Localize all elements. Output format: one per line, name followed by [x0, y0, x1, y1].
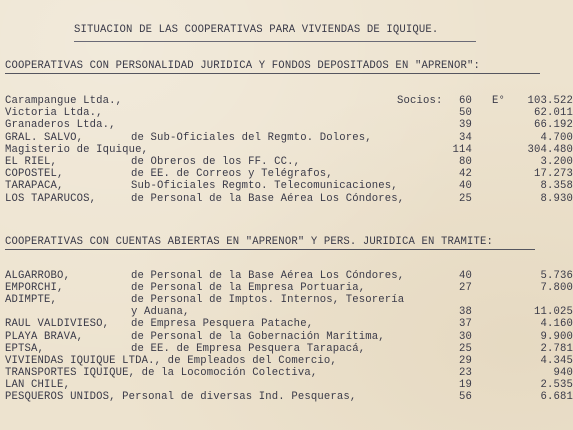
row-description: de Personal de la Gobernación Marítima, [131, 331, 385, 343]
row-socios: 42 [458, 168, 472, 180]
row-socios: 19 [458, 379, 472, 391]
row-socios: 50 [458, 107, 472, 119]
row-name: COPOSTEL, [5, 168, 64, 180]
row-socios: 40 [458, 180, 472, 192]
row-name: Granaderos Ltda., [5, 119, 116, 131]
socios-label: Socios: [397, 95, 443, 107]
row-name: Victoria Ltda., [5, 107, 103, 119]
row-name: Magisterio de Iquique, [5, 144, 149, 156]
row-socios: 37 [458, 318, 472, 330]
row-name: EPTSA, [5, 343, 45, 355]
row-amount: 8.358 [540, 180, 573, 192]
row-amount: 17.273 [533, 168, 573, 180]
row-name: EL RIEL, [5, 156, 58, 168]
row-name: ADIMPTE, [5, 294, 58, 306]
row-socios: 27 [458, 282, 472, 294]
row-amount: 4.345 [540, 355, 573, 367]
row-socios: 56 [458, 391, 472, 403]
row-amount: 2.535 [540, 379, 573, 391]
currency-symbol: E° [492, 95, 506, 107]
row-name: TARAPACA, [5, 180, 64, 192]
row-amount: 7.800 [540, 282, 573, 294]
row-amount: 940 [553, 367, 573, 379]
section1-heading: COOPERATIVAS CON PERSONALIDAD JURIDICA Y FONDOS DEPOSITADOS EN "APRENOR": [5, 60, 481, 72]
row-name: RAUL VALDIVIESO, [5, 318, 110, 330]
row-description: de Empresa Pesquera Patache, [131, 318, 314, 330]
row-socios: 39 [458, 119, 472, 131]
row-amount: 11.025 [533, 306, 573, 318]
row-amount: 8.930 [540, 193, 573, 205]
section2-underline [5, 249, 535, 250]
row-amount: 103.522 [527, 95, 573, 107]
row-socios: 60 [458, 95, 472, 107]
row-socios: 34 [458, 132, 472, 144]
row-socios: 40 [458, 270, 472, 282]
row-name: ALGARROBO, [5, 270, 71, 282]
row-socios: 114 [452, 144, 472, 156]
row-name: PLAYA BRAVA, [5, 331, 84, 343]
section2-heading: COOPERATIVAS CON CUENTAS ABIERTAS EN "APRENOR" Y PERS. JURIDICA EN TRAMITE: [5, 236, 494, 248]
row-description: de Personal de la Base Aérea Los Cóndores, [131, 270, 405, 282]
row-socios: 80 [458, 156, 472, 168]
row-socios: 25 [458, 343, 472, 355]
row-amount: 4.700 [540, 132, 573, 144]
row-amount: 66.192 [533, 119, 573, 131]
row-socios: 25 [458, 193, 472, 205]
row-name: GRAL. SALVO, [5, 132, 84, 144]
row-description: de Sub-Oficiales del Regmto. Dolores, [131, 132, 372, 144]
row-description: y Aduana, [131, 306, 190, 318]
row-name: LOS TAPARUCOS, [5, 193, 97, 205]
row-socios: 38 [458, 306, 472, 318]
row-description: de Personal de la Empresa Portuaria, [131, 282, 366, 294]
row-description: de Personal de la Base Aérea Los Cóndores, [131, 193, 405, 205]
row-description: Sub-Oficiales Regmto. Telecomunicaciones, [131, 180, 398, 192]
row-amount: 4.160 [540, 318, 573, 330]
row-amount: 6.681 [540, 391, 573, 403]
row-description: de EE. de Correos y Telégrafos, [131, 168, 333, 180]
row-name: EMPORCHI, [5, 282, 64, 294]
row-amount: 3.200 [540, 156, 573, 168]
row-name: PESQUEROS UNIDOS, Personal de diversas Ind. Pesqueras, [5, 391, 357, 403]
row-description: de Personal de Imptos. Internos, Tesorería [131, 294, 405, 306]
row-name: Carampangue Ltda., [5, 95, 123, 107]
row-amount: 5.736 [540, 270, 573, 282]
row-amount: 62.011 [533, 107, 573, 119]
section1-underline [5, 73, 540, 74]
row-description: de Obreros de los FF. CC., [131, 156, 301, 168]
row-socios: 29 [458, 355, 472, 367]
row-name: TRANSPORTES IQUIQUE, de la Locomoción Colectiva, [5, 367, 318, 379]
row-socios: 23 [458, 367, 472, 379]
row-socios: 30 [458, 331, 472, 343]
row-amount: 9.900 [540, 331, 573, 343]
row-amount: 304.480 [527, 144, 573, 156]
row-amount: 2.781 [540, 343, 573, 355]
row-description: de EE. de Empresa Pesquera Tarapacá, [131, 343, 366, 355]
row-name: VIVIENDAS IQUIQUE LTDA., de Empleados del Comercio, [5, 355, 337, 367]
document-title: SITUACION DE LAS COOPERATIVAS PARA VIVIENDAS DE IQUIQUE. [74, 24, 439, 36]
title-underline [74, 41, 476, 42]
row-name: LAN CHILE, [5, 379, 71, 391]
